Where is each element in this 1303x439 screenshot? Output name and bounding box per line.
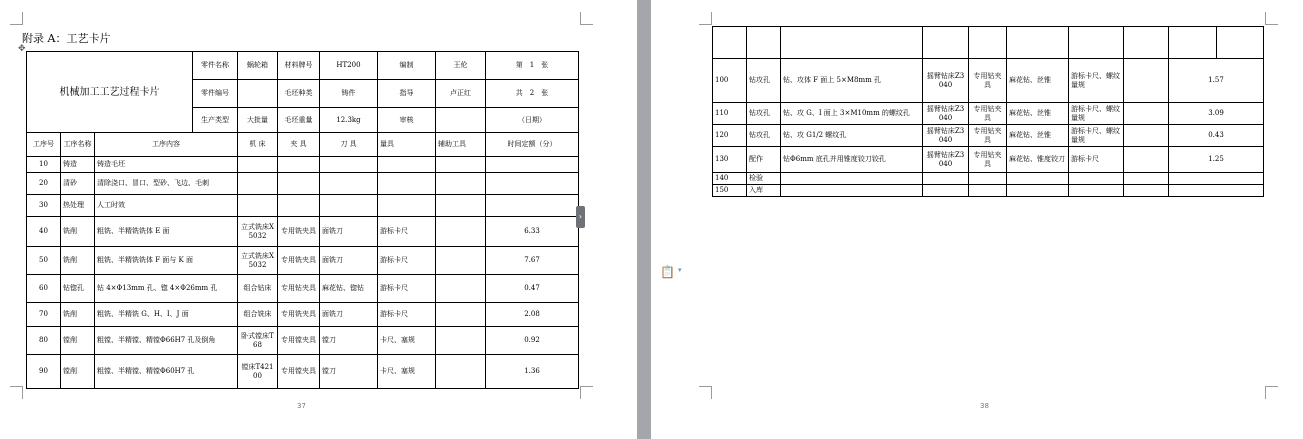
op-name: 热处理 (61, 195, 95, 217)
machine: 立式铣床X5032 (238, 247, 278, 275)
blank-type: 铸件 (320, 80, 378, 108)
time-quota: 6.33 (486, 217, 579, 247)
gauge: 游标卡尺 (378, 217, 436, 247)
op-number: 120 (713, 125, 747, 147)
time-quota: 0.47 (486, 275, 579, 303)
blank-weight-label: 毛坯重量 (278, 108, 320, 133)
aux-tool (436, 247, 486, 275)
process-card-table-continued (712, 26, 1264, 197)
table-row (713, 125, 1264, 147)
tool: 面铣刀 (320, 247, 378, 275)
table-row (27, 173, 579, 195)
op-name: 钻攻孔 (747, 103, 781, 125)
material-label: 材料牌号 (278, 52, 320, 80)
aux-tool (436, 195, 486, 217)
time-quota: 0.92 (486, 327, 579, 355)
aux-tool (436, 275, 486, 303)
op-content: 钻 4×Φ13mm 孔、锪 4×Φ26mm 孔 (95, 275, 238, 303)
time-quota: 1.57 (1169, 59, 1264, 103)
fixture: 专用镗夹具 (278, 327, 320, 355)
aux-tool (436, 217, 486, 247)
gauge: 游标卡尺、螺纹量规 (1069, 59, 1124, 103)
fixture (278, 173, 320, 195)
op-content: 粗铣、半精铣铣体 F 面与 K 面 (95, 247, 238, 275)
machine: 组合钻床 (238, 275, 278, 303)
compile-name: 王伦 (436, 52, 486, 80)
fixture (278, 157, 320, 173)
blank-header-row (713, 27, 1264, 59)
op-number: 60 (27, 275, 61, 303)
fixture: 专用钻夹具 (969, 125, 1007, 147)
col-header-machine: 机 床 (238, 133, 278, 157)
page-gutter (637, 0, 651, 439)
aux-tool (1124, 147, 1169, 173)
machine: 镗床T42100 (238, 355, 278, 389)
op-name: 钻攻孔 (747, 59, 781, 103)
op-number: 100 (713, 59, 747, 103)
table-row (713, 103, 1264, 125)
page-corner-mark (699, 12, 712, 25)
op-content: 钻、攻 G、I 面上 3×M10mm 的螺纹孔 (781, 103, 923, 125)
op-number: 150 (713, 185, 747, 197)
time-quota (486, 173, 579, 195)
gauge: 游标卡尺 (1069, 147, 1124, 173)
tool: 麻花钻、丝锥 (1007, 125, 1069, 147)
gauge: 游标卡尺、螺纹量规 (1069, 125, 1124, 147)
move-handle-icon[interactable]: ✥ (18, 44, 26, 54)
time-quota: 7.67 (486, 247, 579, 275)
fixture: 专用铣夹具 (278, 303, 320, 327)
op-content: 粗铣、半精铣铣体 E 面 (95, 217, 238, 247)
col-header-op-no: 工序号 (27, 133, 61, 157)
op-number: 130 (713, 147, 747, 173)
tool: 麻花钻、丝锥 (1007, 59, 1069, 103)
material: HT200 (320, 52, 378, 80)
machine: 摇臂钻床Z3040 (923, 147, 969, 173)
page-corner-mark (1265, 12, 1278, 25)
aux-tool (436, 327, 486, 355)
aux-tool (1124, 185, 1169, 197)
op-name: 入库 (747, 185, 781, 197)
table-row (27, 217, 579, 247)
tool (1007, 185, 1069, 197)
page-number: 37 (297, 402, 306, 410)
machine: 摇臂钻床Z3040 (923, 59, 969, 103)
op-number: 10 (27, 157, 61, 173)
fixture: 专用钻夹具 (969, 59, 1007, 103)
page-index: 第 1 张 (486, 52, 579, 80)
part-no-label: 零件编号 (193, 80, 238, 108)
document-page-37 (0, 0, 637, 439)
col-header-time: 时间定额（分） (486, 133, 579, 157)
tool: 麻花钻、锪钻 (320, 275, 378, 303)
tool: 麻花钻、丝锥 (1007, 103, 1069, 125)
fixture: 专用钻夹具 (969, 147, 1007, 173)
op-name: 镗削 (61, 355, 95, 389)
machine: 摇臂钻床Z3040 (923, 125, 969, 147)
gauge (378, 157, 436, 173)
tool: 镗刀 (320, 327, 378, 355)
gauge (378, 173, 436, 195)
time-quota (1169, 185, 1264, 197)
aux-tool (436, 173, 486, 195)
page-corner-mark (580, 386, 593, 399)
table-row (27, 247, 579, 275)
process-card-table (26, 51, 579, 389)
tool (320, 195, 378, 217)
fixture: 专用钻夹具 (969, 103, 1007, 125)
time-quota (486, 157, 579, 173)
aux-tool (436, 303, 486, 327)
gauge (1069, 173, 1124, 185)
op-number: 50 (27, 247, 61, 275)
gauge: 游标卡尺 (378, 303, 436, 327)
fixture: 专用镗夹具 (278, 355, 320, 389)
op-number: 40 (27, 217, 61, 247)
table-row (713, 185, 1264, 197)
aux-tool (1124, 103, 1169, 125)
col-header-fixture: 夹 具 (278, 133, 320, 157)
machine (923, 173, 969, 185)
op-name: 钻锪孔 (61, 275, 95, 303)
table-row (27, 303, 579, 327)
page-corner-mark (10, 386, 23, 399)
op-number: 90 (27, 355, 61, 389)
blank-weight: 12.3kg (320, 108, 378, 133)
col-header-op-content: 工序内容 (95, 133, 238, 157)
table-row (27, 327, 579, 355)
op-number: 70 (27, 303, 61, 327)
fixture (278, 195, 320, 217)
part-name-label: 零件名称 (193, 52, 238, 80)
tool (320, 157, 378, 173)
production-type: 大批量 (238, 108, 278, 133)
op-content: 清除浇口、冒口、型砂、飞边、毛刺 (95, 173, 238, 195)
aux-tool (436, 157, 486, 173)
tool: 麻花钻、锥度铰刀 (1007, 147, 1069, 173)
blank-type-label: 毛坯种类 (278, 80, 320, 108)
op-content: 钻、攻 G1/2 螺纹孔 (781, 125, 923, 147)
op-number: 20 (27, 173, 61, 195)
tool: 镗刀 (320, 355, 378, 389)
gauge (1069, 185, 1124, 197)
op-content: 钻Φ6mm 底孔并用锥度铰刀铰孔 (781, 147, 923, 173)
tool: 面铣刀 (320, 217, 378, 247)
time-quota (486, 195, 579, 217)
aux-tool (1124, 59, 1169, 103)
table-row (27, 195, 579, 217)
part-no (238, 80, 278, 108)
chevron-down-icon[interactable]: ▾ (678, 266, 682, 274)
page-corner-mark (10, 12, 23, 25)
fixture: 专用铣夹具 (278, 217, 320, 247)
table-row (713, 59, 1264, 103)
machine: 卧式镗床T68 (238, 327, 278, 355)
machine (238, 173, 278, 195)
op-name: 铣削 (61, 247, 95, 275)
table-row (27, 275, 579, 303)
gauge (378, 195, 436, 217)
op-content: 铸造毛坯 (95, 157, 238, 173)
col-header-gauge: 量具 (378, 133, 436, 157)
gauge: 卡尺、塞规 (378, 355, 436, 389)
op-number: 140 (713, 173, 747, 185)
machine (238, 157, 278, 173)
aux-tool (436, 355, 486, 389)
card-title: 机械加工工艺过程卡片 (27, 52, 193, 133)
date-label: （日期） (486, 108, 579, 133)
op-number: 30 (27, 195, 61, 217)
op-content: 钻、攻体 F 面上 5×M8mm 孔 (781, 59, 923, 103)
gauge: 游标卡尺 (378, 275, 436, 303)
table-row (713, 147, 1264, 173)
fixture: 专用钻夹具 (278, 275, 320, 303)
fixture (969, 173, 1007, 185)
guide-label: 指导 (378, 80, 436, 108)
op-name: 铸造 (61, 157, 95, 173)
column-header-row (27, 133, 579, 157)
fixture (969, 185, 1007, 197)
tool (1007, 173, 1069, 185)
gauge: 游标卡尺 (378, 247, 436, 275)
time-quota: 1.25 (1169, 147, 1264, 173)
production-label: 生产类型 (193, 108, 238, 133)
table-row (27, 355, 579, 389)
page-total: 共 2 张 (486, 80, 579, 108)
machine: 组合铣床 (238, 303, 278, 327)
tool (320, 173, 378, 195)
op-number: 110 (713, 103, 747, 125)
op-name: 镗削 (61, 327, 95, 355)
op-number: 80 (27, 327, 61, 355)
review-label: 审核 (378, 108, 436, 133)
table-row (27, 157, 579, 173)
gauge: 卡尺、塞规 (378, 327, 436, 355)
op-content (781, 185, 923, 197)
gauge: 游标卡尺、螺纹量规 (1069, 103, 1124, 125)
op-content: 粗镗、半精镗、精镗Φ60H7 孔 (95, 355, 238, 389)
col-header-op-name: 工序名称 (61, 133, 95, 157)
op-content: 人工时效 (95, 195, 238, 217)
scroll-tab-icon[interactable]: › (576, 206, 585, 228)
appendix-title: 附录 A：工艺卡片 (22, 32, 111, 45)
col-header-tool: 刀 具 (320, 133, 378, 157)
op-name: 钻攻孔 (747, 125, 781, 147)
machine: 立式铣床X5032 (238, 217, 278, 247)
op-name: 配作 (747, 147, 781, 173)
op-content (781, 173, 923, 185)
machine (238, 195, 278, 217)
machine (923, 185, 969, 197)
op-name: 铣削 (61, 303, 95, 327)
time-quota (1169, 173, 1264, 185)
time-quota: 0.43 (1169, 125, 1264, 147)
guide-name: 卢正红 (436, 80, 486, 108)
table-row (713, 173, 1264, 185)
time-quota: 2.08 (486, 303, 579, 327)
page-corner-mark (580, 12, 593, 25)
col-header-aux: 辅助工具 (436, 133, 486, 157)
op-name: 清砂 (61, 173, 95, 195)
page-corner-mark (1265, 386, 1278, 399)
fixture: 专用铣夹具 (278, 247, 320, 275)
paste-options-icon[interactable]: 📋 (660, 265, 675, 279)
page-number: 38 (980, 402, 989, 410)
time-quota: 3.09 (1169, 103, 1264, 125)
aux-tool (1124, 173, 1169, 185)
time-quota: 1.36 (486, 355, 579, 389)
op-name: 铣削 (61, 217, 95, 247)
machine: 摇臂钻床Z3040 (923, 103, 969, 125)
op-content: 粗铣、半精铣 G、H、I、J 面 (95, 303, 238, 327)
part-name: 蜗轮箱 (238, 52, 278, 80)
op-name: 检验 (747, 173, 781, 185)
page-corner-mark (699, 386, 712, 399)
aux-tool (1124, 125, 1169, 147)
tool: 面铣刀 (320, 303, 378, 327)
review-name (436, 108, 486, 133)
compile-label: 编制 (378, 52, 436, 80)
op-content: 粗镗、半精镗、精镗Φ66H7 孔及倒角 (95, 327, 238, 355)
